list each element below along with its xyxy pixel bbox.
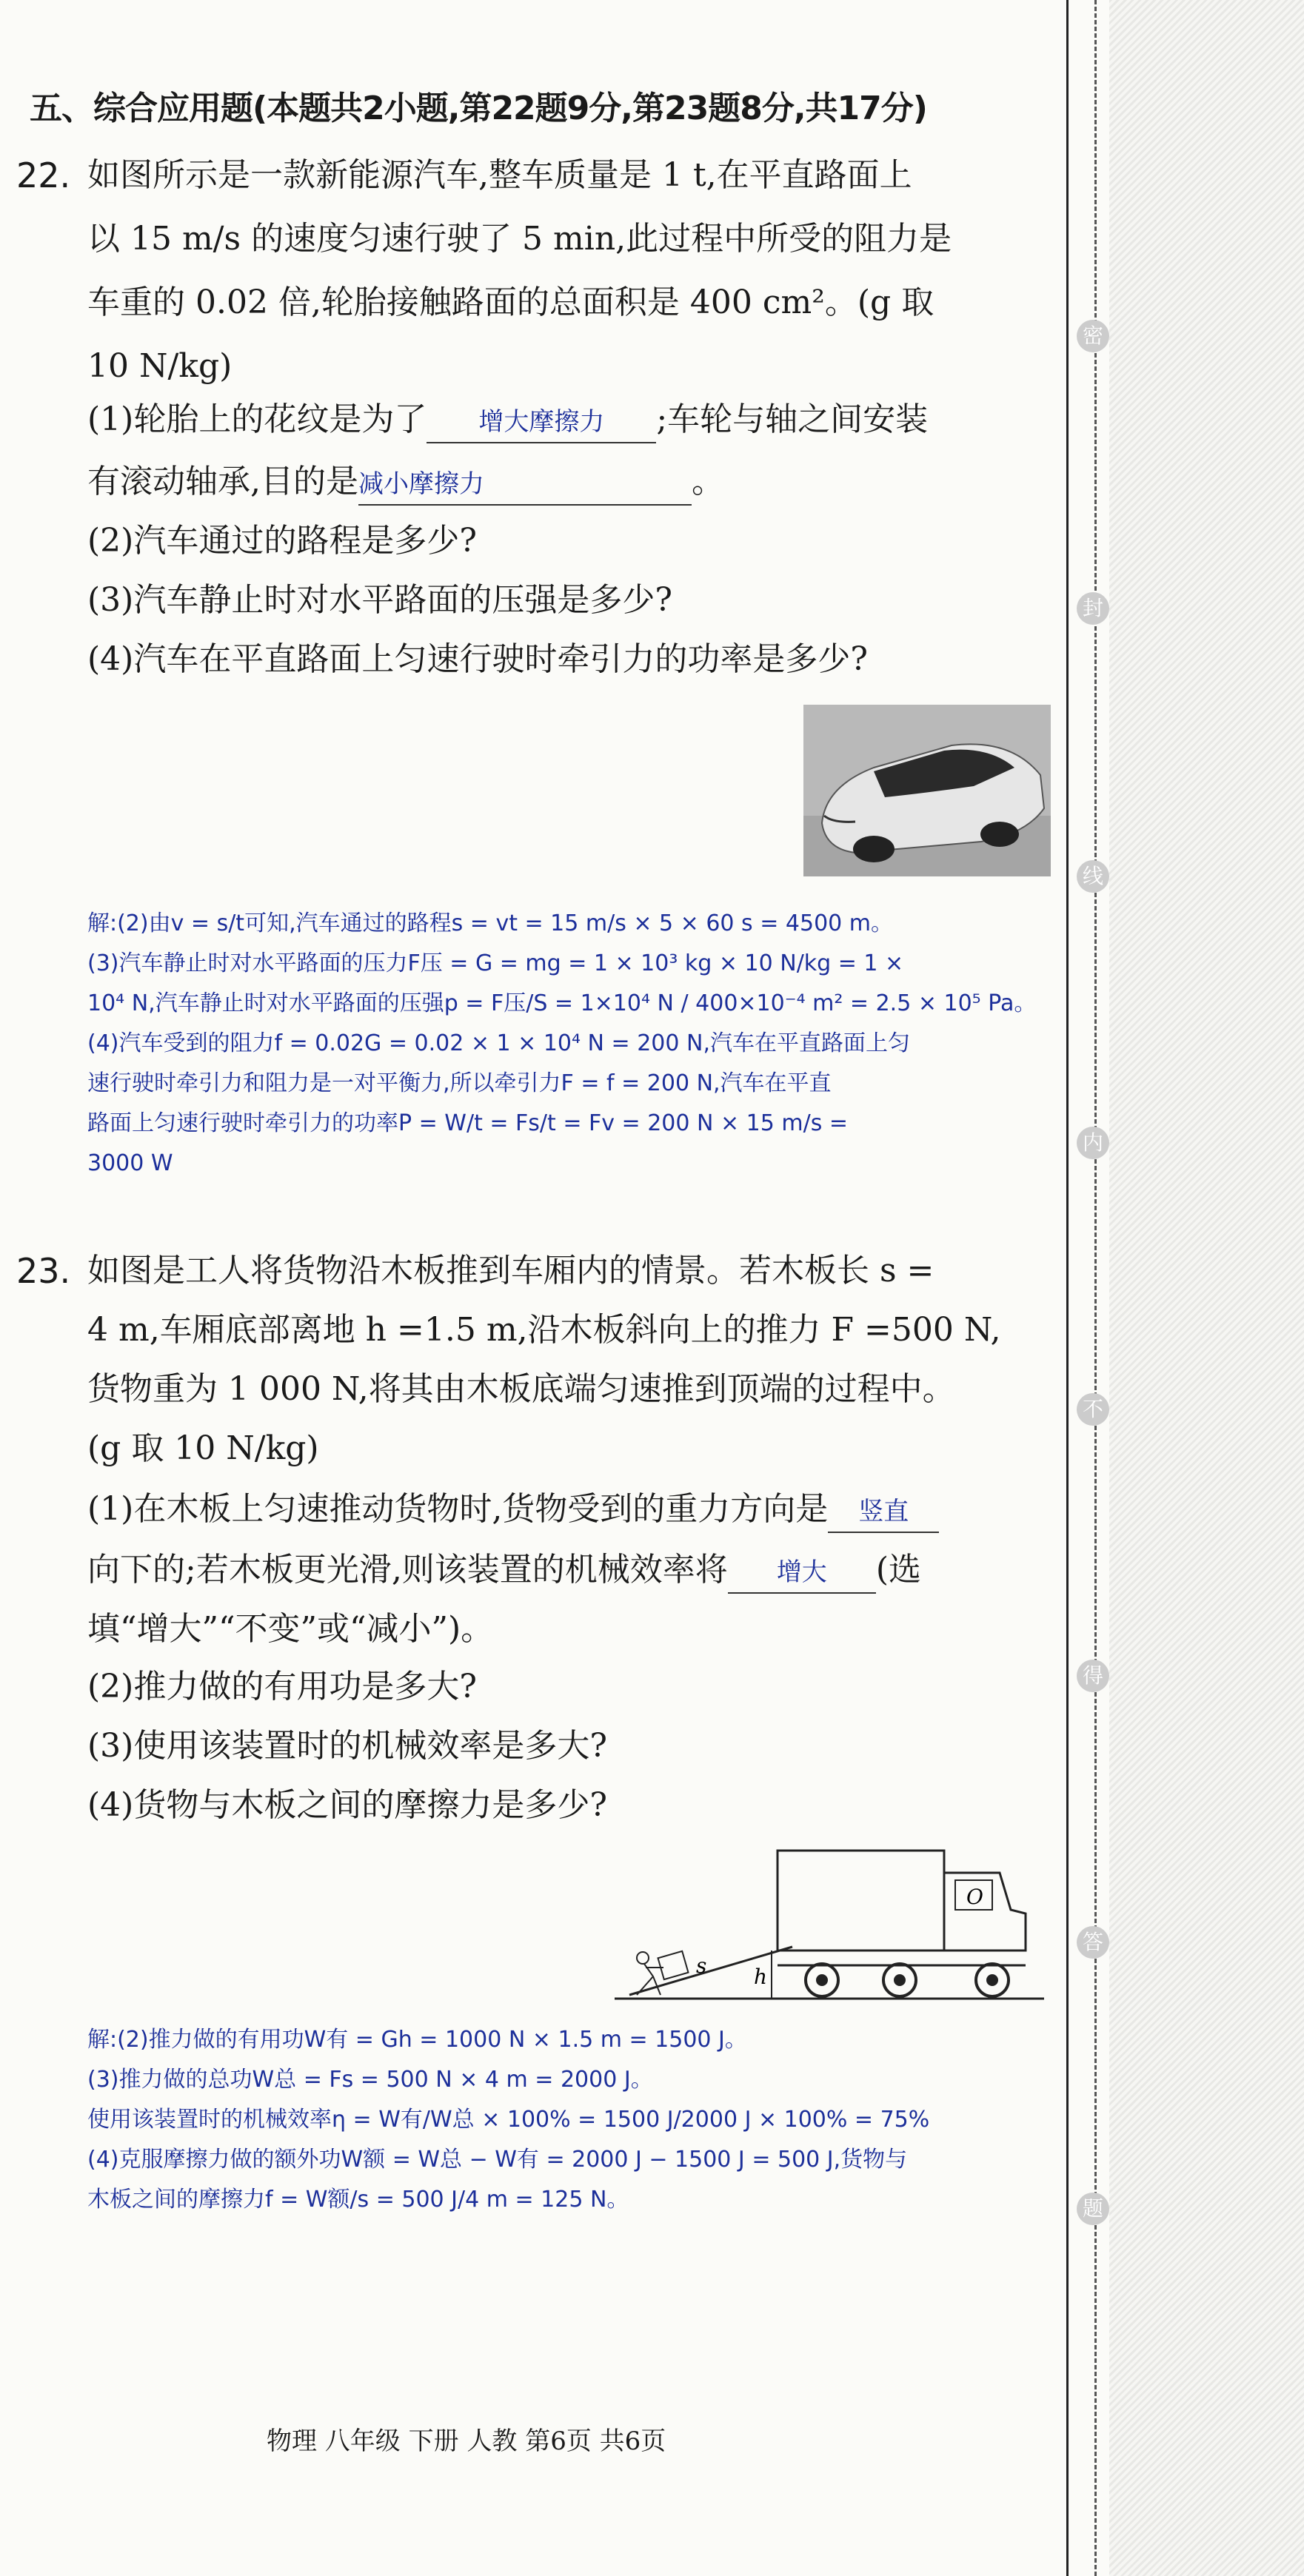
q22-part1-text-d: 。 — [692, 463, 724, 500]
q22-stem-line-3: 车重的 0.02 倍,轮胎接触路面的总面积是 400 cm²。(g 取 — [87, 284, 934, 321]
q23-stem-line-1: 如图是工人将货物沿木板推到车厢内的情景。若木板长 s = — [87, 1252, 934, 1289]
q23-part3: (3)使用该装置时的机械效率是多大? — [87, 1727, 607, 1765]
q22-part2: (2)汽车通过的路程是多少? — [87, 522, 477, 560]
q22-part1-text-b: ;车轮与轴之间安装 — [656, 400, 929, 438]
q22-stem-line-2: 以 15 m/s 的速度匀速行驶了 5 min,此过程中所受的阻力是 — [87, 220, 952, 258]
q23-part2: (2)推力做的有用功是多大? — [87, 1668, 477, 1705]
ramp-board — [629, 1947, 792, 1995]
q22-stem-line-4: 10 N/kg) — [87, 347, 233, 385]
worker-body — [637, 1964, 663, 1995]
seal-2: 封 — [1077, 592, 1109, 625]
q23-part4: (4)货物与木板之间的摩擦力是多少? — [87, 1786, 607, 1824]
seal-3: 线 — [1077, 860, 1109, 893]
q23-part1-line1 — [87, 1489, 939, 1533]
q22-part3: (3)汽车静止时对水平路面的压强是多少? — [87, 581, 672, 619]
q22-solution-line-1: 解:(2)由v = s/t可知,汽车通过的路程s = vt = 15 m/s × 5 × 60 s = 4500 m。 — [87, 910, 893, 936]
q22-part4: (4)汽车在平直路面上匀速行驶时牵引力的功率是多少? — [87, 640, 868, 678]
q22-stem-line-1: 如图所示是一款新能源汽车,整车质量是 1 t,在平直路面上 — [87, 156, 912, 194]
page-footer: 物理 八年级 下册 人教 第6页 共6页 — [267, 2426, 666, 2456]
truck-cab — [944, 1873, 1026, 1951]
q23-blank-2: 增大 — [728, 1552, 876, 1594]
cargo-box — [658, 1951, 689, 1979]
q22-number: 22. — [16, 155, 71, 195]
cut-line — [1094, 0, 1097, 2576]
q23-part1-text-c: 向下的;若木板更光滑,则该装置的机械效率将 — [87, 1551, 728, 1589]
q23-solution-line-1: 解:(2)推力做的有用功W有 = Gh = 1000 N × 1.5 m = 1500 J。 — [87, 2027, 747, 2053]
q22-solution-line-7: 3000 W — [87, 1150, 173, 1176]
q22-solution-line-5: 速行驶时牵引力和阻力是一对平衡力,所以牵引力F = f = 200 N,汽车在平直 — [87, 1070, 832, 1096]
label-o: O — [966, 1885, 983, 1909]
label-s: s — [696, 1953, 707, 1978]
car-photo — [803, 705, 1051, 876]
truck-ramp-figure — [607, 1843, 1051, 2006]
binding-margin — [1109, 0, 1304, 2576]
seal-4: 内 — [1077, 1127, 1109, 1159]
q23-blank-1: 竖直 — [828, 1492, 939, 1533]
q23-part1-line3: 填“增大”“不变”或“减小”)。 — [87, 1610, 494, 1648]
q22-solution-line-6: 路面上匀速行驶时牵引力的功率P = W/t = Fs/t = Fv = 200 N × 15 m/s = — [87, 1110, 849, 1136]
q22-solution-line-3: 10⁴ N,汽车静止时对水平路面的压强p = F压/S = 1×10⁴ N / 400×10⁻⁴ m² = 2.5 × 10⁵ Pa。 — [87, 990, 1037, 1016]
q23-part1-text-d: (选 — [875, 1551, 921, 1589]
q23-stem-line-3: 货物重为 1 000 N,将其由木板底端匀速推到顶端的过程中。 — [87, 1370, 955, 1408]
q23-number: 23. — [16, 1251, 71, 1291]
car-icon — [803, 705, 1051, 876]
q22-part1-line2 — [87, 462, 724, 506]
truck-box — [778, 1851, 944, 1951]
seal-8: 题 — [1077, 2193, 1109, 2225]
q23-stem-line-2: 4 m,车厢底部离地 h =1.5 m,沿木板斜向上的推力 F =500 N, — [87, 1311, 1001, 1349]
label-h: h — [754, 1965, 768, 1989]
worker-head — [637, 1952, 649, 1964]
seal-6: 得 — [1077, 1660, 1109, 1692]
section-title: 五、综合应用题(本题共2小题,第22题9分,第23题8分,共17分) — [30, 90, 927, 127]
q22-part1-text-a: (1)轮胎上的花纹是为了 — [87, 400, 427, 438]
seal-5: 不 — [1077, 1393, 1109, 1426]
q23-solution-line-5: 木板之间的摩擦力f = W额/s = 500 J/4 m = 125 N。 — [87, 2187, 629, 2213]
q22-solution-line-2: (3)汽车静止时对水平路面的压力F压 = G = mg = 1 × 10³ kg × 10 N/kg = 1 × — [87, 950, 904, 976]
q22-part1-text-c: 有滚动轴承,目的是 — [87, 463, 358, 500]
q23-solution-line-3: 使用该装置时的机械效率η = W有/W总 × 100% = 1500 J/2000 J × 100% = 75% — [87, 2107, 930, 2133]
q23-part1-line2 — [87, 1550, 921, 1594]
seal-7: 答 — [1077, 1926, 1109, 1959]
q22-solution-line-4: (4)汽车受到的阻力f = 0.02G = 0.02 × 1 × 10⁴ N = 200 N,汽车在平直路面上匀 — [87, 1030, 910, 1056]
q22-part1-line1 — [87, 400, 928, 443]
seal-1: 密 — [1077, 320, 1109, 352]
q23-part1-text-a: (1)在木板上匀速推动货物时,货物受到的重力方向是 — [87, 1490, 829, 1528]
q23-solution-line-2: (3)推力做的总功W总 = Fs = 500 N × 4 m = 2000 J。 — [87, 2067, 653, 2093]
q23-stem-line-4: (g 取 10 N/kg) — [87, 1429, 319, 1467]
q22-blank-1: 增大摩擦力 — [427, 402, 656, 443]
margin-line — [1066, 0, 1069, 2576]
q23-solution-line-4: (4)克服摩擦力做的额外功W额 = W总 − W有 = 2000 J − 1500 J = 500 J,货物与 — [87, 2147, 908, 2173]
q22-blank-2: 减小摩擦力 — [358, 464, 692, 506]
